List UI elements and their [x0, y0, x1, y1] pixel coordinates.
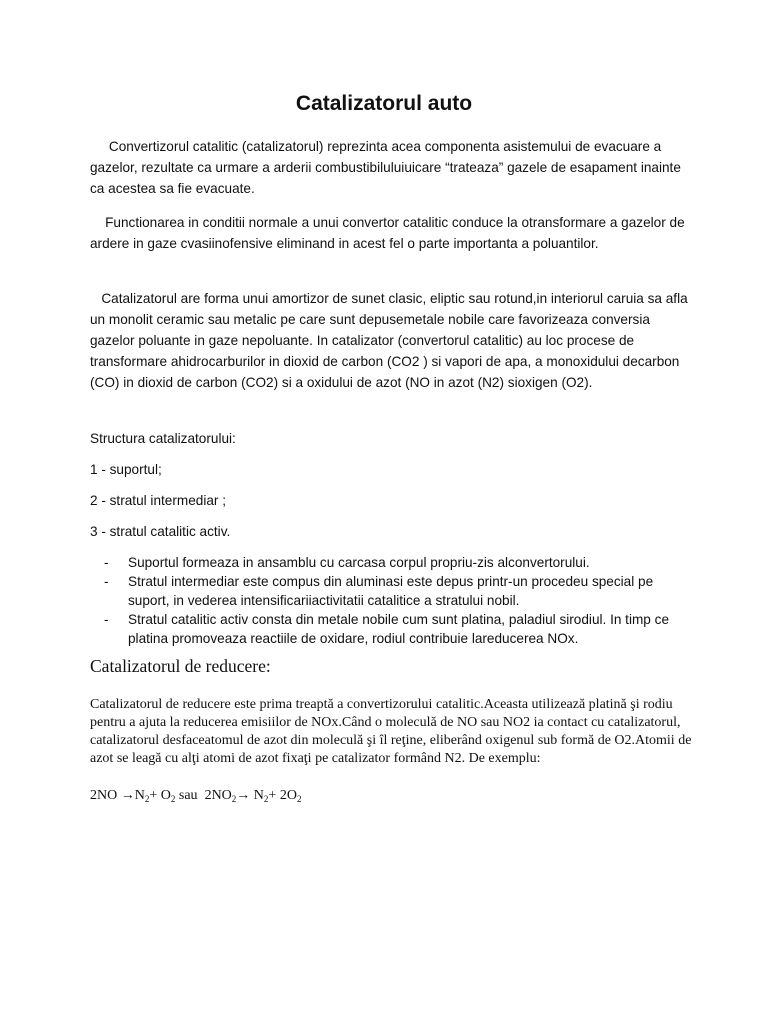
list-item [90, 553, 690, 572]
list-item-text: Stratul catalitic activ consta din metale nobile cum sunt platina, paladiul sirodiul. In timp ce platina promoveaza reactiile de oxidare, rodiul contribuie lareducerea NOx. [128, 612, 670, 646]
bullet-dash: - [104, 574, 109, 589]
section-paragraph: Catalizatorul de reducere este prima treaptă a convertizorului catalitic.Aceasta utilizează platină şi rodiu pentru a ajuta la reducerea emisiilor de NOx.Când o moleculă de NO sau NO2 ia contact cu catalizatorul, catalizatorul desfaceatomul de azot din moleculă şi îl reţine, eliberând oxigenul sub formă de O2.Atomii de azot se leagă cu alţi atomi de azot fixaţi pe catalizator formând N2. De exemplu: [90, 697, 692, 766]
structure-item: 1 - suportul; [90, 462, 162, 477]
eq-subscript: 2 [263, 794, 269, 804]
list-item-text: Suportul formeaza in ansamblu cu carcasa corpul propriu-zis alconvertorului. [128, 555, 590, 570]
arrow-icon: → [236, 788, 251, 803]
document-title: Catalizatorul auto [295, 92, 473, 115]
bullet-dash: - [104, 612, 109, 627]
eq-term: N [134, 788, 145, 803]
bullet-list [90, 553, 690, 648]
eq-connector: sau [178, 788, 198, 803]
paragraph-function: Functionarea in conditii normale a unui convertor catalitic conduce la otransformare a gazelor de ardere in gaze cvasiinofensive eliminand in acest fel o parte importanta a poluantilor. [90, 215, 689, 251]
section-heading: Catalizatorul de reducere: [90, 656, 271, 676]
structure-heading: Structura catalizatorului: [90, 431, 236, 446]
eq-term: N [253, 788, 264, 803]
eq-plus: + [149, 788, 158, 803]
eq-subscript: 2 [170, 794, 176, 804]
eq-subscript: 2 [296, 794, 302, 804]
chemical-equation [90, 787, 301, 808]
list-item [90, 572, 690, 610]
structure-item: 3 - stratul catalitic activ. [90, 524, 231, 539]
list-item-text: Stratul intermediar este compus din aluminasi este depus printr-un procedeu special pe suport, in vederea intensificariiactivitatii catalitice a stratului nobil. [128, 574, 654, 608]
eq-term: 2NO [204, 788, 232, 803]
list-item [90, 610, 690, 648]
eq-subscript: 2 [231, 794, 237, 804]
bullet-dash: - [104, 555, 109, 570]
paragraph-construction: Catalizatorul are forma unui amortizor de sunet clasic, eliptic sau rotund,in interiorul caruia sa afla un monolit ceramic sau metalic pe care sunt depusemetale nobile care favorizeaza conversia gazelor poluante in gaze nepoluante. In catalizator (convertorul catalitic) au loc procese de transformare ahidrocarburilor in dioxid de carbon (CO2 ) si vapori de apa, a monoxidului decarbon (CO) in dioxid de carbon (CO2) si a oxidului de azot (NO in azot (N2) sioxigen (O2). [90, 291, 692, 390]
paragraph-intro: Convertizorul catalitic (catalizatorul) reprezinta acea componenta asistemului de evacuare a gazelor, rezultate ca urmare a arderii combustibilului​uicare “trateaza” gazele de esapament inainte ca acestea sa fie evacuate. [90, 139, 685, 196]
eq-term: 2NO [90, 788, 118, 803]
arrow-icon: → [120, 788, 135, 803]
eq-subscript: 2 [144, 794, 150, 804]
structure-item: 2 - stratul intermediar ; [90, 493, 226, 508]
eq-term: 2O [279, 788, 297, 803]
eq-term: O [160, 788, 171, 803]
eq-plus: + [268, 788, 277, 803]
